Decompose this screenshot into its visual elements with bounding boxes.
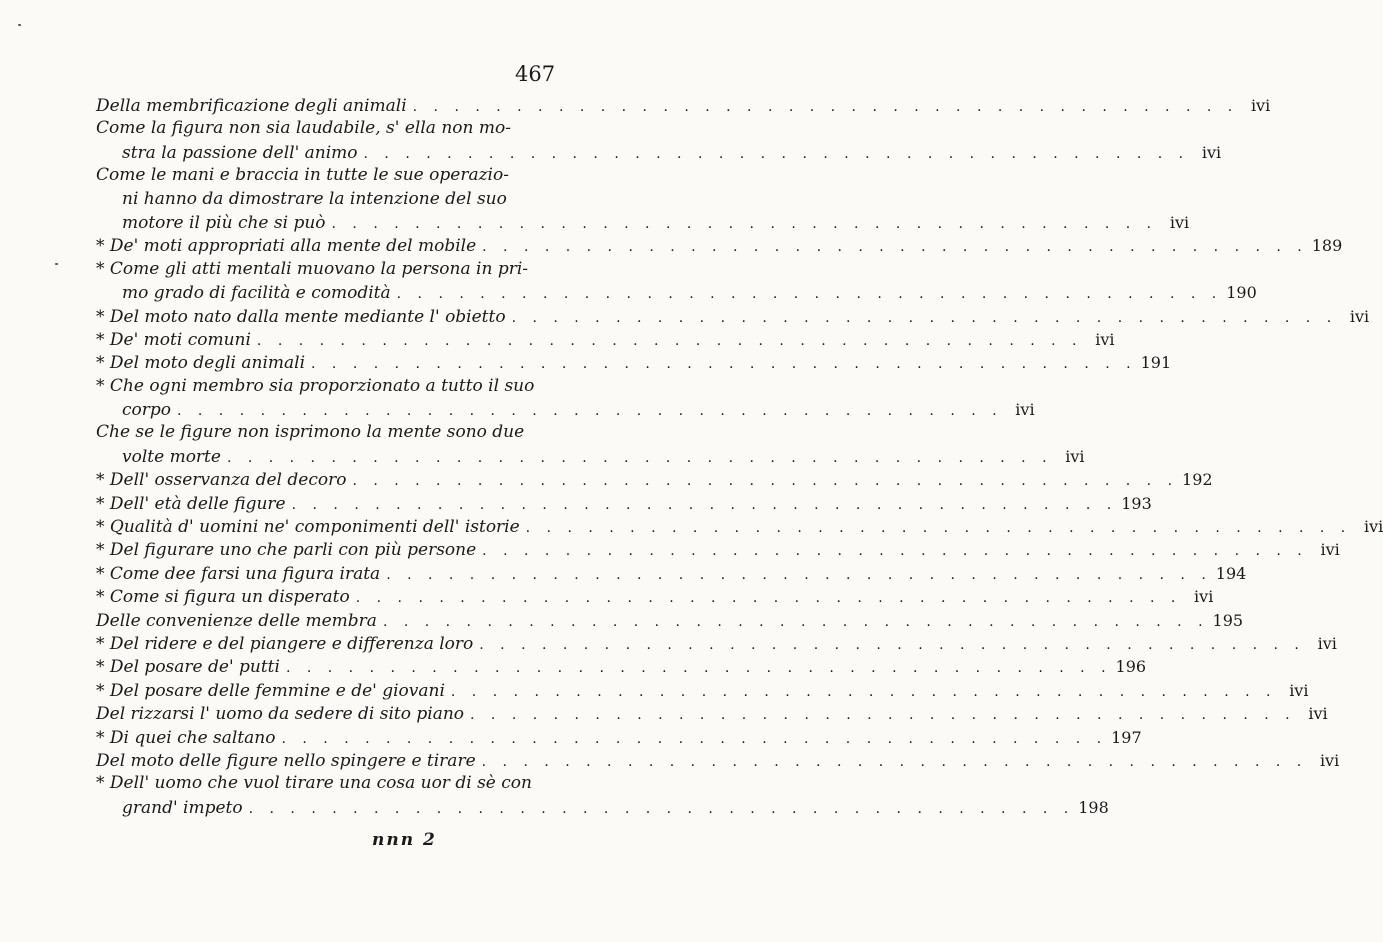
entry-title: * Del moto nato dalla mente mediante l' obietto <box>96 306 506 327</box>
entry-title: Del moto delle figure nello spingere e tirare <box>96 750 476 771</box>
entry-title: * Di quei che saltano <box>96 727 276 748</box>
toc-entry-line <box>96 562 1247 585</box>
leader-dots: . . . . . . . . . . . . . . . . . . . . . . . . . . . . . . . . . . . . . . . . <box>331 215 1158 232</box>
toc-entry-line <box>96 585 1214 608</box>
leader-dots: . . . . . . . . . . . . . . . . . . . . . . . . . . . . . . . . . . . . . . . . <box>479 636 1305 653</box>
entry-page: 195 <box>1212 610 1244 630</box>
toc-entry-line <box>96 375 572 398</box>
entry-page: ivi <box>1363 517 1383 537</box>
entry-title: volte morte <box>122 446 221 467</box>
entry-title: * Qualità d' uomini ne' componimenti dell' istorie <box>96 517 520 538</box>
toc-entry-line <box>96 281 1257 304</box>
entry-title: Delle convenienze delle membra <box>96 610 377 631</box>
toc-entry-line <box>96 609 1244 632</box>
entry-title: * Che ogni membro sia proporzionato a tutto il suo <box>96 375 535 396</box>
entry-page: 196 <box>1115 657 1147 677</box>
entry-title: * Come gli atti mentali muovano la persona in pri- <box>96 258 529 279</box>
entry-title: Che se le figure non isprimono la mente sono due <box>96 422 525 443</box>
entry-page: ivi <box>1320 540 1340 560</box>
entry-page: 191 <box>1140 353 1172 373</box>
toc-entry-line <box>96 655 1147 678</box>
entry-title: motore il più che si può <box>122 212 326 233</box>
toc-entry-line <box>96 211 1190 234</box>
leader-dots: . . . . . . . . . . . . . . . . . . . . . . . . . . . . . . . . . . . . . . . . <box>363 145 1190 162</box>
entry-page: ivi <box>1319 750 1340 770</box>
toc-entry-line <box>96 94 1271 117</box>
entry-page: 193 <box>1121 493 1152 513</box>
entry-page: ivi <box>1250 96 1271 115</box>
entry-title: Come la figura non sia laudabile, s' ella non mo- <box>96 118 511 139</box>
leader-dots: . . . . . . . . . . . . . . . . . . . . . . . . . . . . . . . . . . . . . . . . <box>511 309 1338 326</box>
entry-page: 190 <box>1226 283 1257 303</box>
paper-speck <box>55 263 58 265</box>
entry-title: * Del posare de' putti <box>96 657 280 678</box>
toc-entry-line <box>96 538 1340 561</box>
leader-dots: . . . . . . . . . . . . . . . . . . . . . . . . . . . . . . . . . . . . . . . . <box>256 332 1083 349</box>
leader-dots: . . . . . . . . . . . . . . . . . . . . . . . . . . . . . . . . . . . . . . . . <box>177 403 1003 420</box>
leader-dots: . . . . . . . . . . . . . . . . . . . . . . . . . . . . . . . . . . . . . . . . <box>382 613 1209 630</box>
leader-dots: . . . . . . . . . . . . . . . . . . . . . . . . . . . . . . . . . . . . . . . . <box>285 660 1112 677</box>
entry-title: Del rizzarsi l' uomo da sedere di sito piano <box>96 704 465 725</box>
leader-dots: . . . . . . . . . . . . . . . . . . . . . . . . . . . . . . . . . . . . . . . . <box>482 543 1308 560</box>
toc-entry-line <box>96 398 1035 421</box>
entry-title: mo grado di facilità e comodità <box>122 283 391 304</box>
entry-page: ivi <box>1349 306 1370 326</box>
leader-dots: . . . . . . . . . . . . . . . . . . . . . . . . . . . . . . . . . . . . . . . . <box>226 449 1053 466</box>
leader-dots: . . . . . . . . . . . . . . . . . . . . . . . . . . . . . . . . . . . . . . . . <box>281 730 1108 747</box>
entry-page: 189 <box>1311 236 1343 256</box>
leader-dots: . . . . . . . . . . . . . . . . . . . . . . . . . . . . . . . . . . . . . . . . <box>482 239 1308 256</box>
entry-page: 198 <box>1078 797 1109 817</box>
entry-title: * De' moti appropriati alla mente del mobile <box>96 236 477 257</box>
entry-page: ivi <box>1201 142 1222 162</box>
paper-speck <box>18 24 21 26</box>
entry-page: ivi <box>1015 400 1035 420</box>
toc-entry-line <box>96 702 1328 725</box>
leader-dots: . . . . . . . . . . . . . . . . . . . . . . . . . . . . . . . . . . . . . . . . <box>412 99 1239 115</box>
leader-dots: . . . . . . . . . . . . . . . . . . . . . . . . . . . . . . . . . . . . . . . . <box>386 566 1212 583</box>
leader-dots: . . . . . . . . . . . . . . . . . . . . . . . . . . . . . . . . . . . . . . . . <box>248 800 1075 817</box>
toc-entry-line <box>96 445 1085 468</box>
entry-page: 192 <box>1182 470 1213 490</box>
toc-entry-line <box>96 328 1115 351</box>
toc-entry-line <box>96 164 572 187</box>
entry-page: ivi <box>1065 446 1085 466</box>
entry-page: ivi <box>1317 633 1337 653</box>
entry-title: * Del figurare uno che parli con più persone <box>96 540 477 561</box>
leader-dots: . . . . . . . . . . . . . . . . . . . . . . . . . . . . . . . . . . . . . . . . <box>355 590 1182 607</box>
leader-dots: . . . . . . . . . . . . . . . . . . . . . . . . . . . . . . . . . . . . . . . . <box>525 520 1352 537</box>
table-of-contents <box>96 94 1383 819</box>
entry-title: Della membrificazione degli animali <box>96 96 407 116</box>
toc-entry-line <box>96 726 1142 749</box>
entry-page: ivi <box>1169 212 1190 232</box>
toc-entry-line <box>96 492 1152 515</box>
entry-title: * Del moto degli animali <box>96 353 306 374</box>
toc-entry-line <box>96 234 1343 257</box>
toc-entry-line <box>96 141 1222 164</box>
page-number: 467 <box>515 62 556 86</box>
entry-title: grand' impeto <box>122 797 243 818</box>
toc-entry-line <box>96 117 572 140</box>
leader-dots: . . . . . . . . . . . . . . . . . . . . . . . . . . . . . . . . . . . . . . . . <box>352 473 1179 490</box>
entry-page: ivi <box>1095 329 1115 349</box>
leader-dots: . . . . . . . . . . . . . . . . . . . . . . . . . . . . . . . . . . . . . . . . <box>291 496 1118 513</box>
entry-title: Come le mani e braccia in tutte le sue operazio- <box>96 165 509 186</box>
toc-entry-line <box>96 421 572 444</box>
entry-title: stra la passione dell' animo <box>122 142 358 163</box>
entry-title: * Dell' età delle figure <box>96 493 286 514</box>
leader-dots: . . . . . . . . . . . . . . . . . . . . . . . . . . . . . . . . . . . . . . . . <box>481 753 1308 770</box>
toc-entry-line <box>96 305 1370 328</box>
entry-title: * Come dee farsi una figura irata <box>96 563 381 584</box>
entry-page: ivi <box>1289 680 1309 700</box>
toc-entry-line <box>96 468 1213 491</box>
signature-mark: nnn 2 <box>372 830 437 850</box>
entry-page: ivi <box>1194 587 1214 607</box>
entry-title: * Come si figura un disperato <box>96 587 350 608</box>
toc-entry-line <box>96 258 572 281</box>
entry-title: * Dell' osservanza del decoro <box>96 470 347 491</box>
toc-entry-line <box>96 351 1172 374</box>
entry-title: * Dell' uomo che vuol tirare una cosa uor di sè con <box>96 773 532 794</box>
toc-entry-line <box>96 796 1109 819</box>
toc-entry-line <box>96 632 1337 655</box>
toc-entry-line <box>96 772 572 795</box>
toc-entry-line <box>96 679 1309 702</box>
toc-entry-line <box>96 515 1383 538</box>
entry-title: * De' moti comuni <box>96 329 251 350</box>
leader-dots: . . . . . . . . . . . . . . . . . . . . . . . . . . . . . . . . . . . . . . . . <box>450 683 1277 700</box>
entry-page: 197 <box>1111 727 1142 747</box>
entry-title: ni hanno da dimostrare la intenzione del suo <box>122 188 507 209</box>
entry-title: * Del ridere e del piangere e differenza loro <box>96 633 474 654</box>
entry-title: * Del posare delle femmine e de' giovani <box>96 680 445 701</box>
toc-entry-line <box>96 749 1340 772</box>
leader-dots: . . . . . . . . . . . . . . . . . . . . . . . . . . . . . . . . . . . . . . . . <box>470 707 1296 724</box>
leader-dots: . . . . . . . . . . . . . . . . . . . . . . . . . . . . . . . . . . . . . . . . <box>396 286 1223 303</box>
toc-entry-line <box>96 188 572 211</box>
leader-dots: . . . . . . . . . . . . . . . . . . . . . . . . . . . . . . . . . . . . . . . . <box>311 356 1137 373</box>
entry-page: 194 <box>1215 563 1247 583</box>
entry-title: corpo <box>122 400 171 421</box>
entry-page: ivi <box>1308 704 1328 724</box>
